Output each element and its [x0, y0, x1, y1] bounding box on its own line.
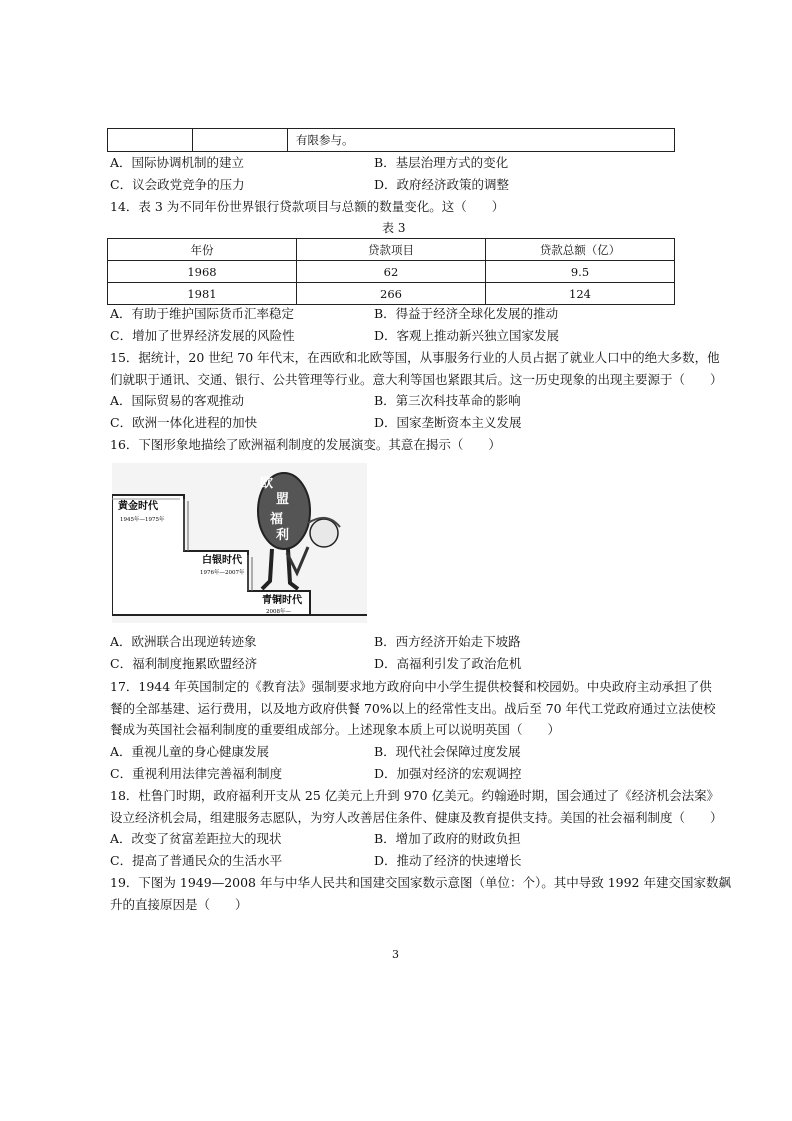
q16-option-b: B．西方经济开始走下坡路: [374, 634, 521, 649]
q18-stem-line2: 设立经济机会局，组建服务志愿队，为穷人改善居住条件、健康及教育提供支持。美国的社会福利制度（ ）: [110, 810, 723, 825]
q18-option-a: A．改变了贫富差距拉大的现状: [110, 831, 282, 846]
q18-option-d: D．推动了经济的快速增长: [374, 853, 522, 868]
q14-stem: 14．表 3 为不同年份世界银行贷款项目与总额的数量变化。这（ ）: [110, 199, 505, 214]
welfare-cartoon: [112, 463, 367, 623]
table-cell: 62: [297, 261, 486, 283]
q17-option-a: A．重视儿童的身心健康发展: [110, 744, 270, 759]
table-header-cell: 年份: [108, 239, 297, 261]
bag-char-1: 欧: [260, 476, 274, 491]
q14-table-caption: 表 3: [382, 221, 406, 235]
welfare-cartoon-illustration: [112, 463, 367, 623]
table-header-row: [108, 239, 675, 261]
q16-stem: 16．下图形象地描绘了欧洲福利制度的发展演变。其意在揭示（ ）: [110, 437, 501, 452]
q16-option-d: D．高福利引发了政治危机: [374, 656, 522, 671]
q17-stem-line2: 餐的全部基建、运行费用，以及地方政府供餐 70%以上的经常性支出。战后至 70 年代工党政府通过立法使校: [110, 701, 716, 716]
table-cell: 1981: [108, 283, 297, 305]
q14-option-a: A．有助于维护国际货币汇率稳定: [110, 306, 295, 321]
top-table-fragment: [107, 128, 675, 152]
table-row: [108, 261, 675, 283]
q15-option-b: B．第三次科技革命的影响: [374, 393, 521, 408]
table-cell: 1968: [108, 261, 297, 283]
q17-option-c: C．重视利用法律完善福利制度: [110, 766, 283, 781]
q14-table: [107, 238, 675, 305]
q17-option-d: D．加强对经济的宏观调控: [374, 766, 522, 781]
bag-char-2: 盟: [276, 492, 290, 507]
q15-option-d: D．国家垄断资本主义发展: [374, 415, 522, 430]
q13-option-a: A．国际协调机制的建立: [110, 155, 245, 170]
q14-option-c: C．增加了世界经济发展的风险性: [110, 328, 295, 343]
q13-option-b: B．基层治理方式的变化: [374, 155, 509, 170]
q16-option-a: A．欧洲联合出现逆转迹象: [110, 634, 257, 649]
table-cell: 9.5: [486, 261, 675, 283]
step-years-silver: 1976年—2007年: [200, 570, 245, 576]
step-label-gold: 黄金时代: [118, 501, 158, 512]
q17-stem-line3: 餐成为英国社会福利制度的重要组成部分。上述现象本质上可以说明英国（ ）: [110, 722, 561, 737]
step-years-gold: 1945年—1975年: [120, 517, 165, 523]
q15-stem-line2: 们就职于通讯、交通、银行、公共管理等行业。意大利等国也紧跟其后。这一历史现象的出现主要源于（ ）: [110, 372, 723, 387]
bag-char-4: 利: [276, 528, 290, 543]
q15-stem-line1: 15．据统计，20 世纪 70 年代末，在西欧和北欧等国，从事服务行业的人员占据了就业人口中的绝大多数，他: [110, 350, 720, 365]
q18-stem-line1: 18．杜鲁门时期，政府福利开支从 25 亿美元上升到 970 亿美元。约翰逊时期，国会通过了《经济机会法案》: [110, 788, 720, 803]
table-header-cell: 贷款总额（亿）: [486, 239, 675, 261]
q18-option-b: B．增加了政府的财政负担: [374, 831, 521, 846]
q17-stem-line1: 17．1944 年英国制定的《教育法》强制要求地方政府向中小学生提供校餐和校园奶。中央政府主动承担了供: [110, 679, 712, 694]
step-label-bronze: 青铜时代: [262, 595, 302, 606]
bag-char-3: 福: [270, 512, 284, 527]
q16-option-c: C．福利制度拖累欧盟经济: [110, 656, 258, 671]
table-cell: [108, 129, 193, 152]
step-years-bronze: 2008年—: [266, 609, 291, 615]
table-cell: 266: [297, 283, 486, 305]
old-man-head-icon: [310, 519, 338, 547]
q14-option-d: D．客观上推动新兴独立国家发展: [374, 328, 560, 343]
table-row: [108, 283, 675, 305]
q17-option-b: B．现代社会保障过度发展: [374, 744, 521, 759]
q14-option-b: B．得益于经济全球化发展的推动: [374, 306, 559, 321]
step-label-silver: 白银时代: [202, 555, 242, 566]
table-cell: [193, 129, 288, 152]
table-cell: 124: [486, 283, 675, 305]
q13-option-d: D．政府经济政策的调整: [374, 177, 510, 192]
q13-option-c: C．议会政党竞争的压力: [110, 177, 245, 192]
page-number: 3: [392, 948, 399, 961]
q15-option-c: C．欧洲一体化进程的加快: [110, 415, 258, 430]
table-cell: 有限参与。: [288, 129, 675, 152]
q19-stem-line1: 19．下图为 1949—2008 年与中华人民共和国建交国家数示意图（单位：个）。其中导致 1992 年建交国家数飙: [110, 875, 731, 890]
q19-stem-line2: 升的直接原因是（ ）: [110, 897, 248, 912]
q18-option-c: C．提高了普通民众的生活水平: [110, 853, 283, 868]
table-header-cell: 贷款项目: [297, 239, 486, 261]
q15-option-a: A．国际贸易的客观推动: [110, 393, 245, 408]
